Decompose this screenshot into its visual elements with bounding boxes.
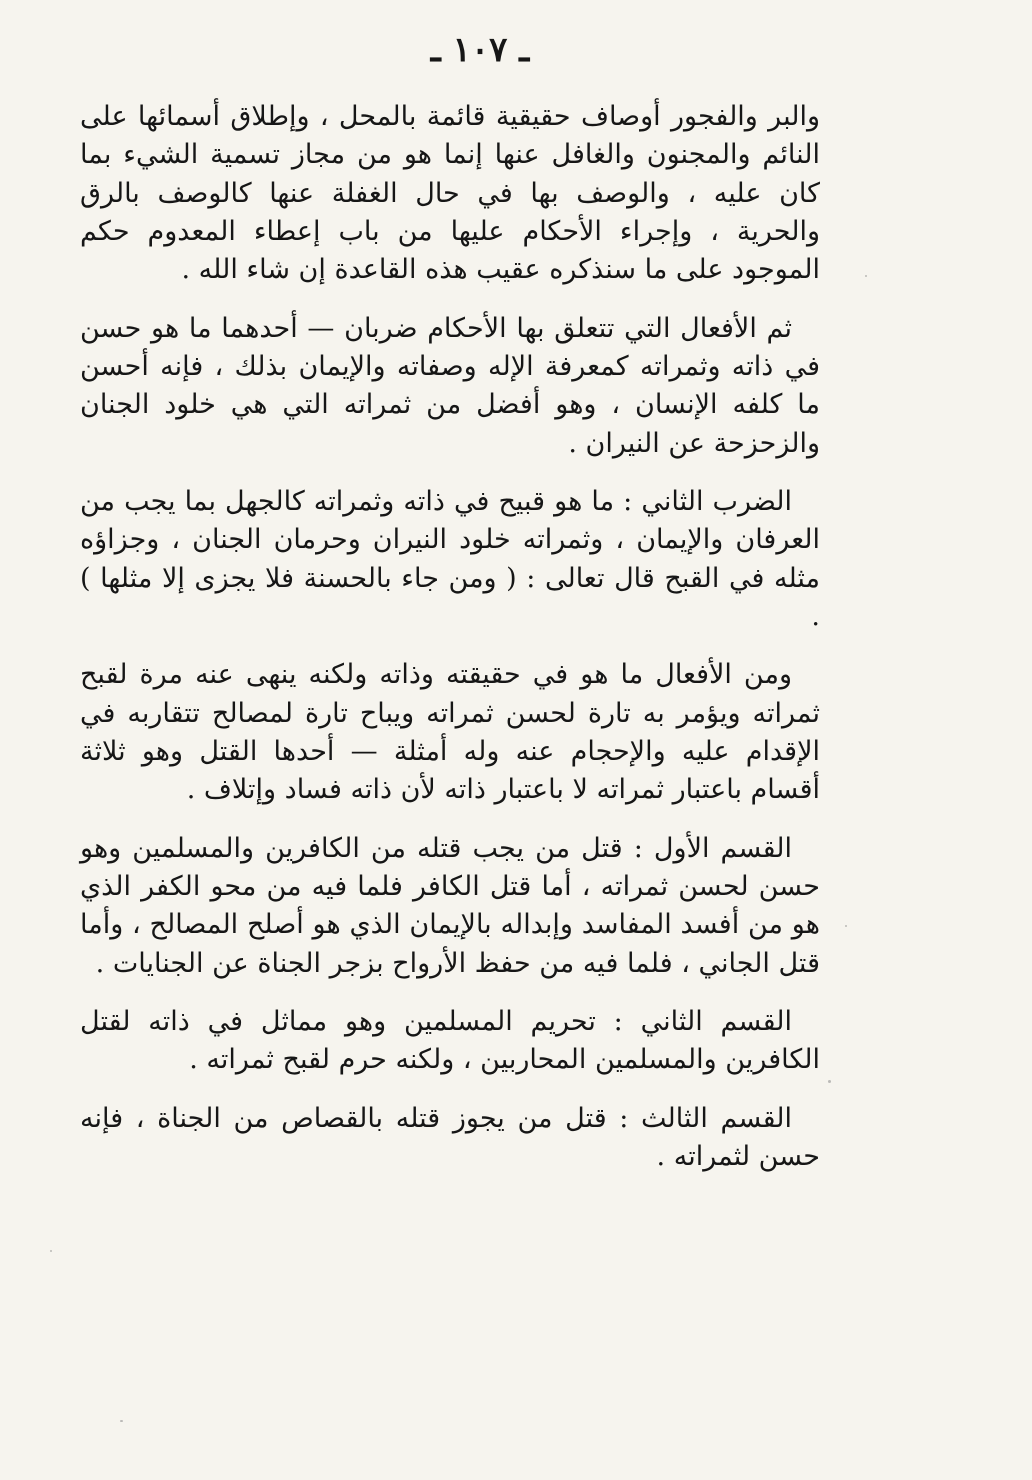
scan-speck (120, 1420, 123, 1422)
scan-speck (828, 1080, 831, 1083)
paragraph-1: والبر والفجور أوصاف حقيقية قائمة بالمحل ، وإطلاق أسمائها على النائم والمجنون والغافل عنها إنما هو من مجاز تسمية الشيء بما كان عليه ، والوصف بها في حال الغفلة عنها كالوصف بالرق والحرية ، وإجراء الأحكام عليها من باب إعطاء المعدوم حكم الموجود على ما سنذكره عقيب هذه القاعدة إن شاء الله . (80, 101, 820, 286)
scan-speck (845, 925, 847, 927)
paragraph-3: الضرب الثاني : ما هو قبيح في ذاته وثمراته كالجهل بما يجب من العرفان والإيمان ، وثمراته خلود النيران وحرمان الجنان ، وجزاؤه مثله في القبح قال تعالى : ( ومن جاء بالحسنة فلا يجزى إلا مثلها ) . (80, 485, 820, 632)
body-text (80, 98, 820, 1196)
paragraph-2: ثم الأفعال التي تتعلق بها الأحكام ضربان — أحدهما ما هو حسن في ذاته وثمراته كمعرفة الإله وصفاته والإيمان بذلك ، فإنه أحسن ما كلفه الإنسان ، وهو أفضل من ثمراته التي هي خلود الجنان والزحزحة عن النيران . (80, 312, 820, 459)
paragraph-7: القسم الثالث : قتل من يجوز قتله بالقصاص من الجناة ، فإنه حسن لثمراته . (80, 1102, 820, 1172)
paragraph-4: ومن الأفعال ما هو في حقيقته وذاته ولكنه ينهى عنه مرة لقبح ثمراته ويؤمر به تارة لحسن ثمراته ويباح تارة لمصالح تتقاربه في الإقدام عليه والإحجام عنه وله أمثلة — أحدها القتل وهو ثلاثة أقسام باعتبار ثمراته لا باعتبار ذاته لأن ذاته فساد وإتلاف . (80, 659, 820, 806)
paragraph-6: القسم الثاني : تحريم المسلمين وهو مماثل في ذاته لقتل الكافرين والمسلمين المحاربين ، ولكنه حرم لقبح ثمراته . (80, 1005, 820, 1076)
scan-speck (50, 1250, 52, 1252)
scan-speck (865, 275, 867, 277)
paragraph-5: القسم الأول : قتل من يجب قتله من الكافرين والمسلمين وهو حسن لحسن ثمراته ، أما قتل الكافر فلما فيه من محو الكفر الذي هو من أفسد المفاسد وإبداله بالإيمان الذي هو أصلح المصالح ، وأما قتل الجاني ، فلما فيه من حفظ الأرواح بزجر الجناة عن الجنايات . (80, 832, 820, 979)
page-number: ـ ١٠٧ ـ (430, 30, 530, 70)
